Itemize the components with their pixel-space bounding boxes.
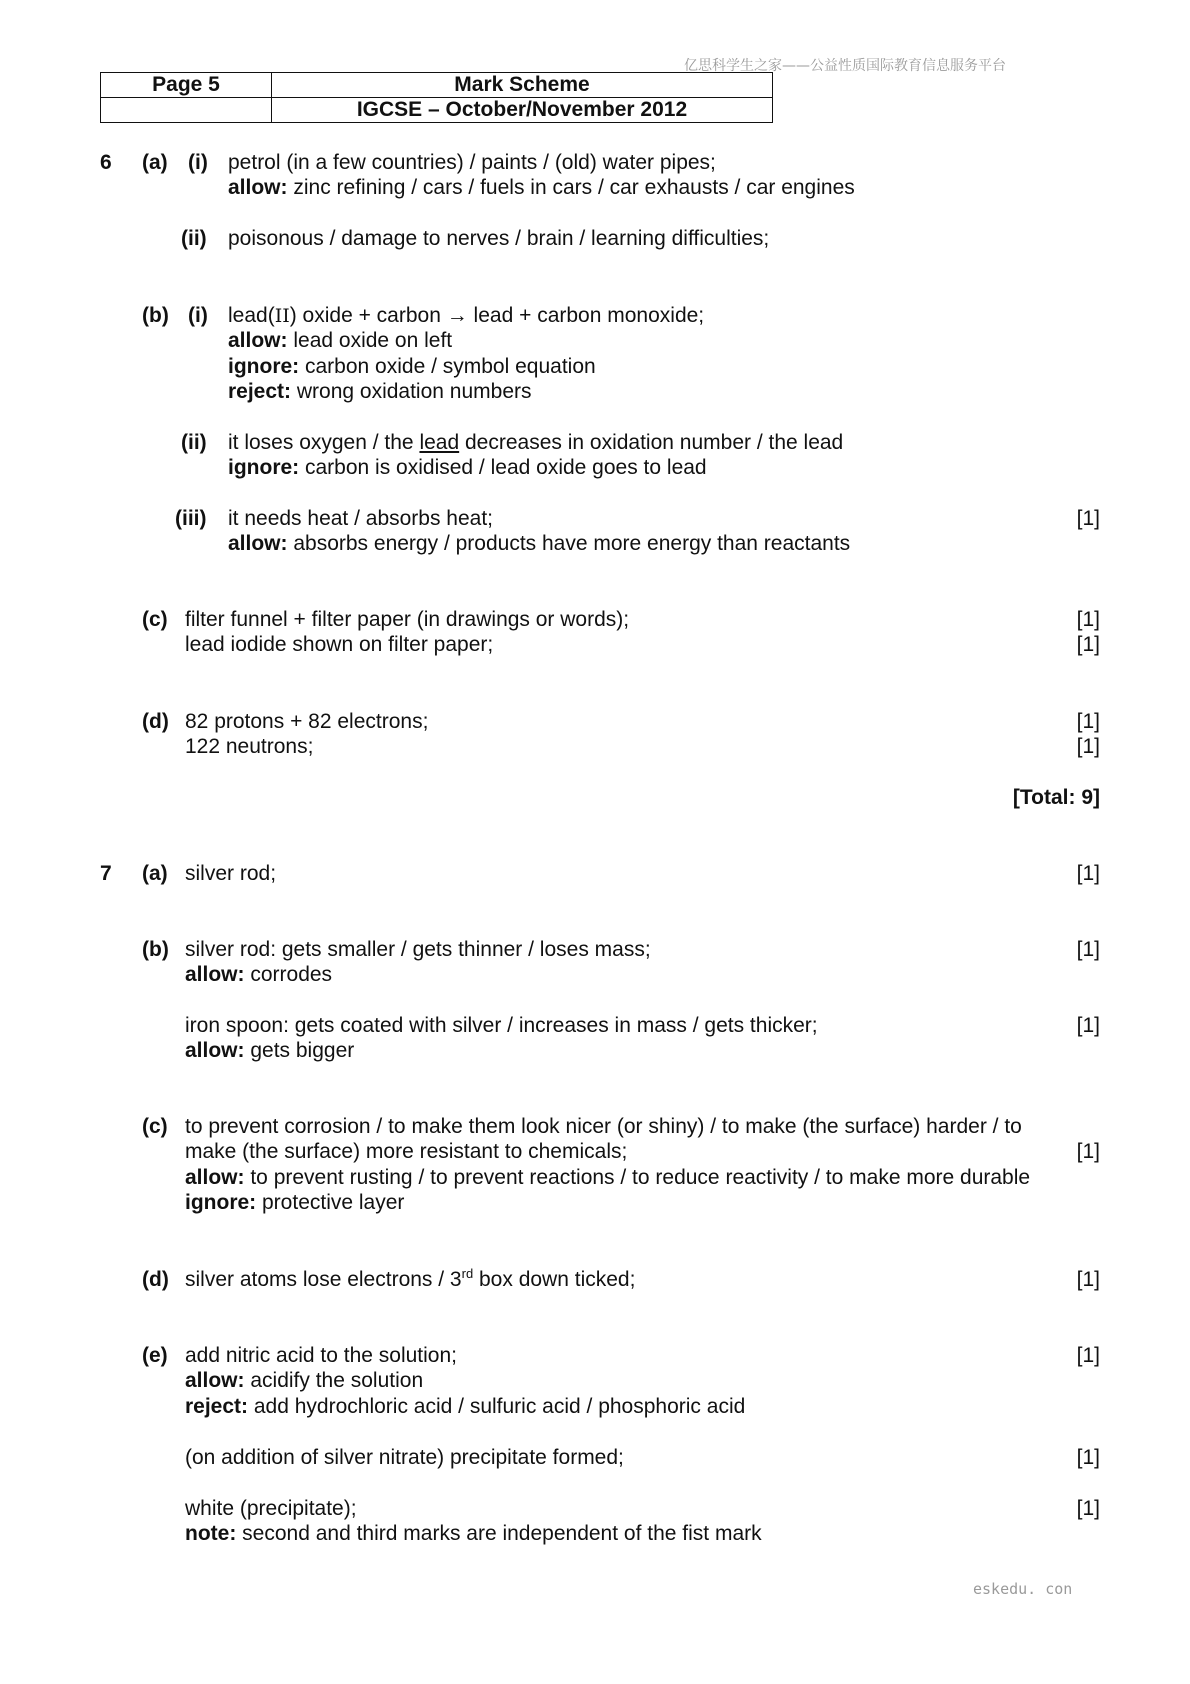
mark: [1] xyxy=(1076,1344,1100,1367)
answer-text: to prevent corrosion / to make them look nicer (or shiny) / to make (the surface) harder / to xyxy=(185,1115,1022,1138)
allow-text: to prevent rusting / to prevent reactions / to reduce reactivity / to make more durable xyxy=(244,1166,1031,1189)
answer-text-pre: silver atoms lose electrons / 3 xyxy=(185,1268,462,1291)
answer-text-post: ) oxide + carbon → lead + carbon monoxide; xyxy=(289,304,705,327)
page-subtitle: IGCSE – October/November 2012 xyxy=(272,98,773,123)
mark: [1] xyxy=(1076,1268,1100,1291)
ignore-label: ignore: xyxy=(228,355,300,378)
part-label: (d) xyxy=(142,710,169,733)
part-label: (c) xyxy=(142,1115,168,1138)
answer-text: iron spoon: gets coated with silver / increases in mass / gets thicker; xyxy=(185,1014,818,1037)
mark: [1] xyxy=(1076,938,1100,961)
part-label: (a) xyxy=(142,862,168,885)
answer-text xyxy=(185,1268,635,1292)
allow-line xyxy=(185,1039,354,1063)
page-title: Mark Scheme xyxy=(272,73,773,98)
note-line xyxy=(185,1522,762,1546)
header-empty-cell xyxy=(101,98,272,123)
allow-line xyxy=(228,532,850,556)
page-number: Page 5 xyxy=(101,73,272,98)
note-text: second and third marks are independent of the fist mark xyxy=(236,1522,762,1545)
subpart-label: (ii) xyxy=(181,227,207,250)
answer-text xyxy=(228,304,704,328)
reject-text: wrong oxidation numbers xyxy=(291,380,532,403)
reject-text: add hydrochloric acid / sulfuric acid / phosphoric acid xyxy=(248,1395,746,1418)
allow-label: allow: xyxy=(185,1166,245,1189)
mark: [1] xyxy=(1076,862,1100,885)
ignore-line xyxy=(228,355,596,379)
answer-text: petrol (in a few countries) / paints / (old) water pipes; xyxy=(228,151,716,174)
allow-line xyxy=(185,963,332,987)
answer-text: add nitric acid to the solution; xyxy=(185,1344,457,1367)
mark: [1] xyxy=(1076,1446,1100,1469)
subpart-label: (i) xyxy=(188,151,208,174)
ignore-text: carbon oxide / symbol equation xyxy=(299,355,596,378)
part-label: (b) xyxy=(142,938,169,961)
allow-line xyxy=(228,176,855,200)
reject-label: reject: xyxy=(228,380,292,403)
reject-label: reject: xyxy=(185,1395,249,1418)
allow-label: allow: xyxy=(185,1039,245,1062)
total-marks: [Total: 9] xyxy=(1012,786,1100,809)
mark: [1] xyxy=(1076,1140,1100,1163)
question-number: 6 xyxy=(100,151,112,174)
allow-line xyxy=(185,1166,1030,1190)
mark: [1] xyxy=(1076,735,1100,758)
ignore-label: ignore: xyxy=(185,1191,257,1214)
answer-text: 122 neutrons; xyxy=(185,735,314,758)
reject-line xyxy=(185,1395,745,1419)
mark: [1] xyxy=(1076,633,1100,656)
ignore-label: ignore: xyxy=(228,456,300,479)
answer-text: silver rod; xyxy=(185,862,277,885)
allow-label: allow: xyxy=(228,329,288,352)
allow-text: zinc refining / cars / fuels in cars / car exhausts / car engines xyxy=(287,176,855,199)
mark: [1] xyxy=(1076,1014,1100,1037)
roman-numeral: II xyxy=(274,305,290,327)
answer-text: white (precipitate); xyxy=(185,1497,357,1520)
allow-text: corrodes xyxy=(244,963,333,986)
subpart-label: (i) xyxy=(188,304,208,327)
answer-text-post: decreases in oxidation number / the lead xyxy=(459,431,844,454)
part-label: (e) xyxy=(142,1344,168,1367)
answer-text: (on addition of silver nitrate) precipitate formed; xyxy=(185,1446,624,1469)
superscript: rd xyxy=(461,1266,474,1281)
header-table xyxy=(100,72,773,123)
mark: [1] xyxy=(1076,507,1100,530)
answer-text: poisonous / damage to nerves / brain / learning difficulties; xyxy=(228,227,770,250)
answer-text: make (the surface) more resistant to chemicals; xyxy=(185,1140,628,1163)
allow-text: gets bigger xyxy=(244,1039,355,1062)
allow-line xyxy=(228,329,452,353)
allow-text: acidify the solution xyxy=(244,1369,424,1392)
underlined-word: lead xyxy=(419,431,460,454)
answer-text xyxy=(228,431,843,455)
answer-text: 82 protons + 82 electrons; xyxy=(185,710,429,733)
subpart-label: (ii) xyxy=(181,431,207,454)
allow-label: allow: xyxy=(228,532,288,555)
mark: [1] xyxy=(1076,710,1100,733)
answer-text: filter funnel + filter paper (in drawings or words); xyxy=(185,608,630,631)
part-label: (c) xyxy=(142,608,168,631)
ignore-text: carbon is oxidised / lead oxide goes to lead xyxy=(299,456,707,479)
reject-line xyxy=(228,380,532,404)
answer-text: lead iodide shown on filter paper; xyxy=(185,633,494,656)
note-label: note: xyxy=(185,1522,237,1545)
watermark-top: 亿思科学生之家——公益性质国际教育信息服务平台 xyxy=(684,58,1006,74)
allow-label: allow: xyxy=(185,1369,245,1392)
allow-text: lead oxide on left xyxy=(287,329,453,352)
allow-label: allow: xyxy=(228,176,288,199)
subpart-label: (iii) xyxy=(175,507,207,530)
part-label: (d) xyxy=(142,1268,169,1291)
part-label: (b) xyxy=(142,304,169,327)
ignore-line xyxy=(228,456,707,480)
ignore-text: protective layer xyxy=(256,1191,405,1214)
mark: [1] xyxy=(1076,608,1100,631)
watermark-bottom: eskedu. con xyxy=(973,1580,1073,1598)
allow-line xyxy=(185,1369,423,1393)
part-label: (a) xyxy=(142,151,168,174)
mark: [1] xyxy=(1076,1497,1100,1520)
allow-label: allow: xyxy=(185,963,245,986)
answer-text-post: box down ticked; xyxy=(473,1268,636,1291)
ignore-line xyxy=(185,1191,404,1215)
answer-text: it needs heat / absorbs heat; xyxy=(228,507,494,530)
answer-text-pre: lead( xyxy=(228,304,275,327)
answer-text: silver rod: gets smaller / gets thinner / loses mass; xyxy=(185,938,651,961)
question-number: 7 xyxy=(100,862,112,885)
allow-text: absorbs energy / products have more energy than reactants xyxy=(287,532,851,555)
answer-text-pre: it loses oxygen / the xyxy=(228,431,420,454)
